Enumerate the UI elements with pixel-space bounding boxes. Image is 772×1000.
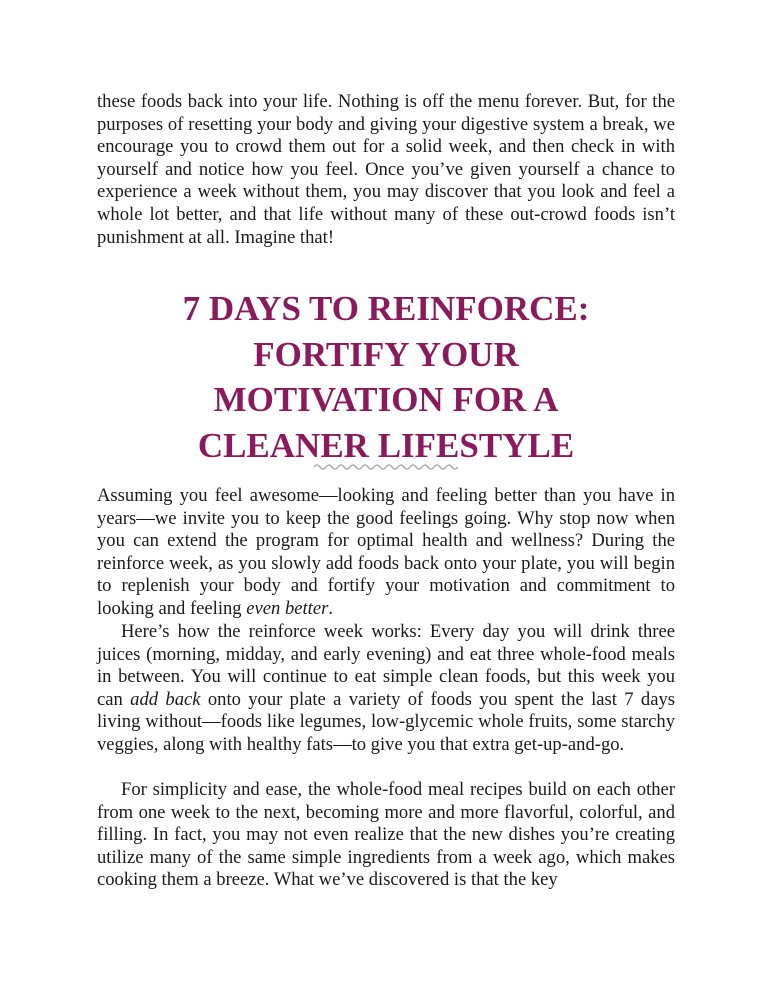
paragraph-reinforce-emphasis: even better [246, 597, 329, 619]
paragraph-how-start: Here’s how the reinforce week works: Every day you will drink three juices (morning, midday, and early evening) and eat three whole-food meals in between. You will continue to eat simple clean foods, but this week you can [97, 621, 675, 710]
paragraph-reinforce-text: Assuming you feel awesome—looking and feeling better than you have in years—we invite you to keep the good feelings going. Why stop now when you can extend the program for optimal health and wellness? During the reinforce week, as you slowly add foods back onto your plate, you will begin to replenish your body and fortify your motivation and commitment to looking and feeling [97, 485, 675, 619]
heading-line-4: CLEANER LIFESTYLE [197, 425, 575, 465]
heading-line-2: FORTIFY YOUR [253, 334, 519, 374]
paragraph-how-it-works [97, 621, 675, 757]
heading-line-1: 7 DAYS TO REINFORCE: [182, 289, 590, 328]
paragraph-how-emphasis: add back [130, 688, 201, 710]
paragraph-how-end: onto your plate a variety of foods you spent the last 7 days living without—foods like legumes, low-glycemic whole fruits, some starchy veggies, along with healthy fats—to give you that extra get-up-and-go. [97, 688, 676, 755]
wavy-divider-icon [312, 459, 460, 475]
paragraph-simplicity: For simplicity and ease, the whole-food meal recipes build on each other from one week to the next, becoming more and more flavorful, colorful, and filling. In fact, you may not even realize that the new dishes you’re creating utilize many of the same simple ingredients from a week ago, which makes cooking them a breeze. What we’ve discovered is that the key [97, 779, 675, 891]
section-heading [97, 286, 675, 468]
paragraph-intro: these foods back into your life. Nothing is off the menu forever. But, for the purposes of resetting your body and giving your digestive system a break, we encourage you to crowd them out for a solid week, and then check in with yourself and notice how you feel. Once you’ve given yourself a chance to experience a week without them, you may discover that you look and feel a whole lot better, and that life without many of these out-crowd foods isn’t punishment at all. Imagine that! [97, 91, 675, 248]
heading-line-3: MOTIVATION FOR A [213, 380, 559, 419]
paragraph-reinforce-intro [97, 485, 675, 621]
paragraph-reinforce-end: . [328, 597, 333, 619]
